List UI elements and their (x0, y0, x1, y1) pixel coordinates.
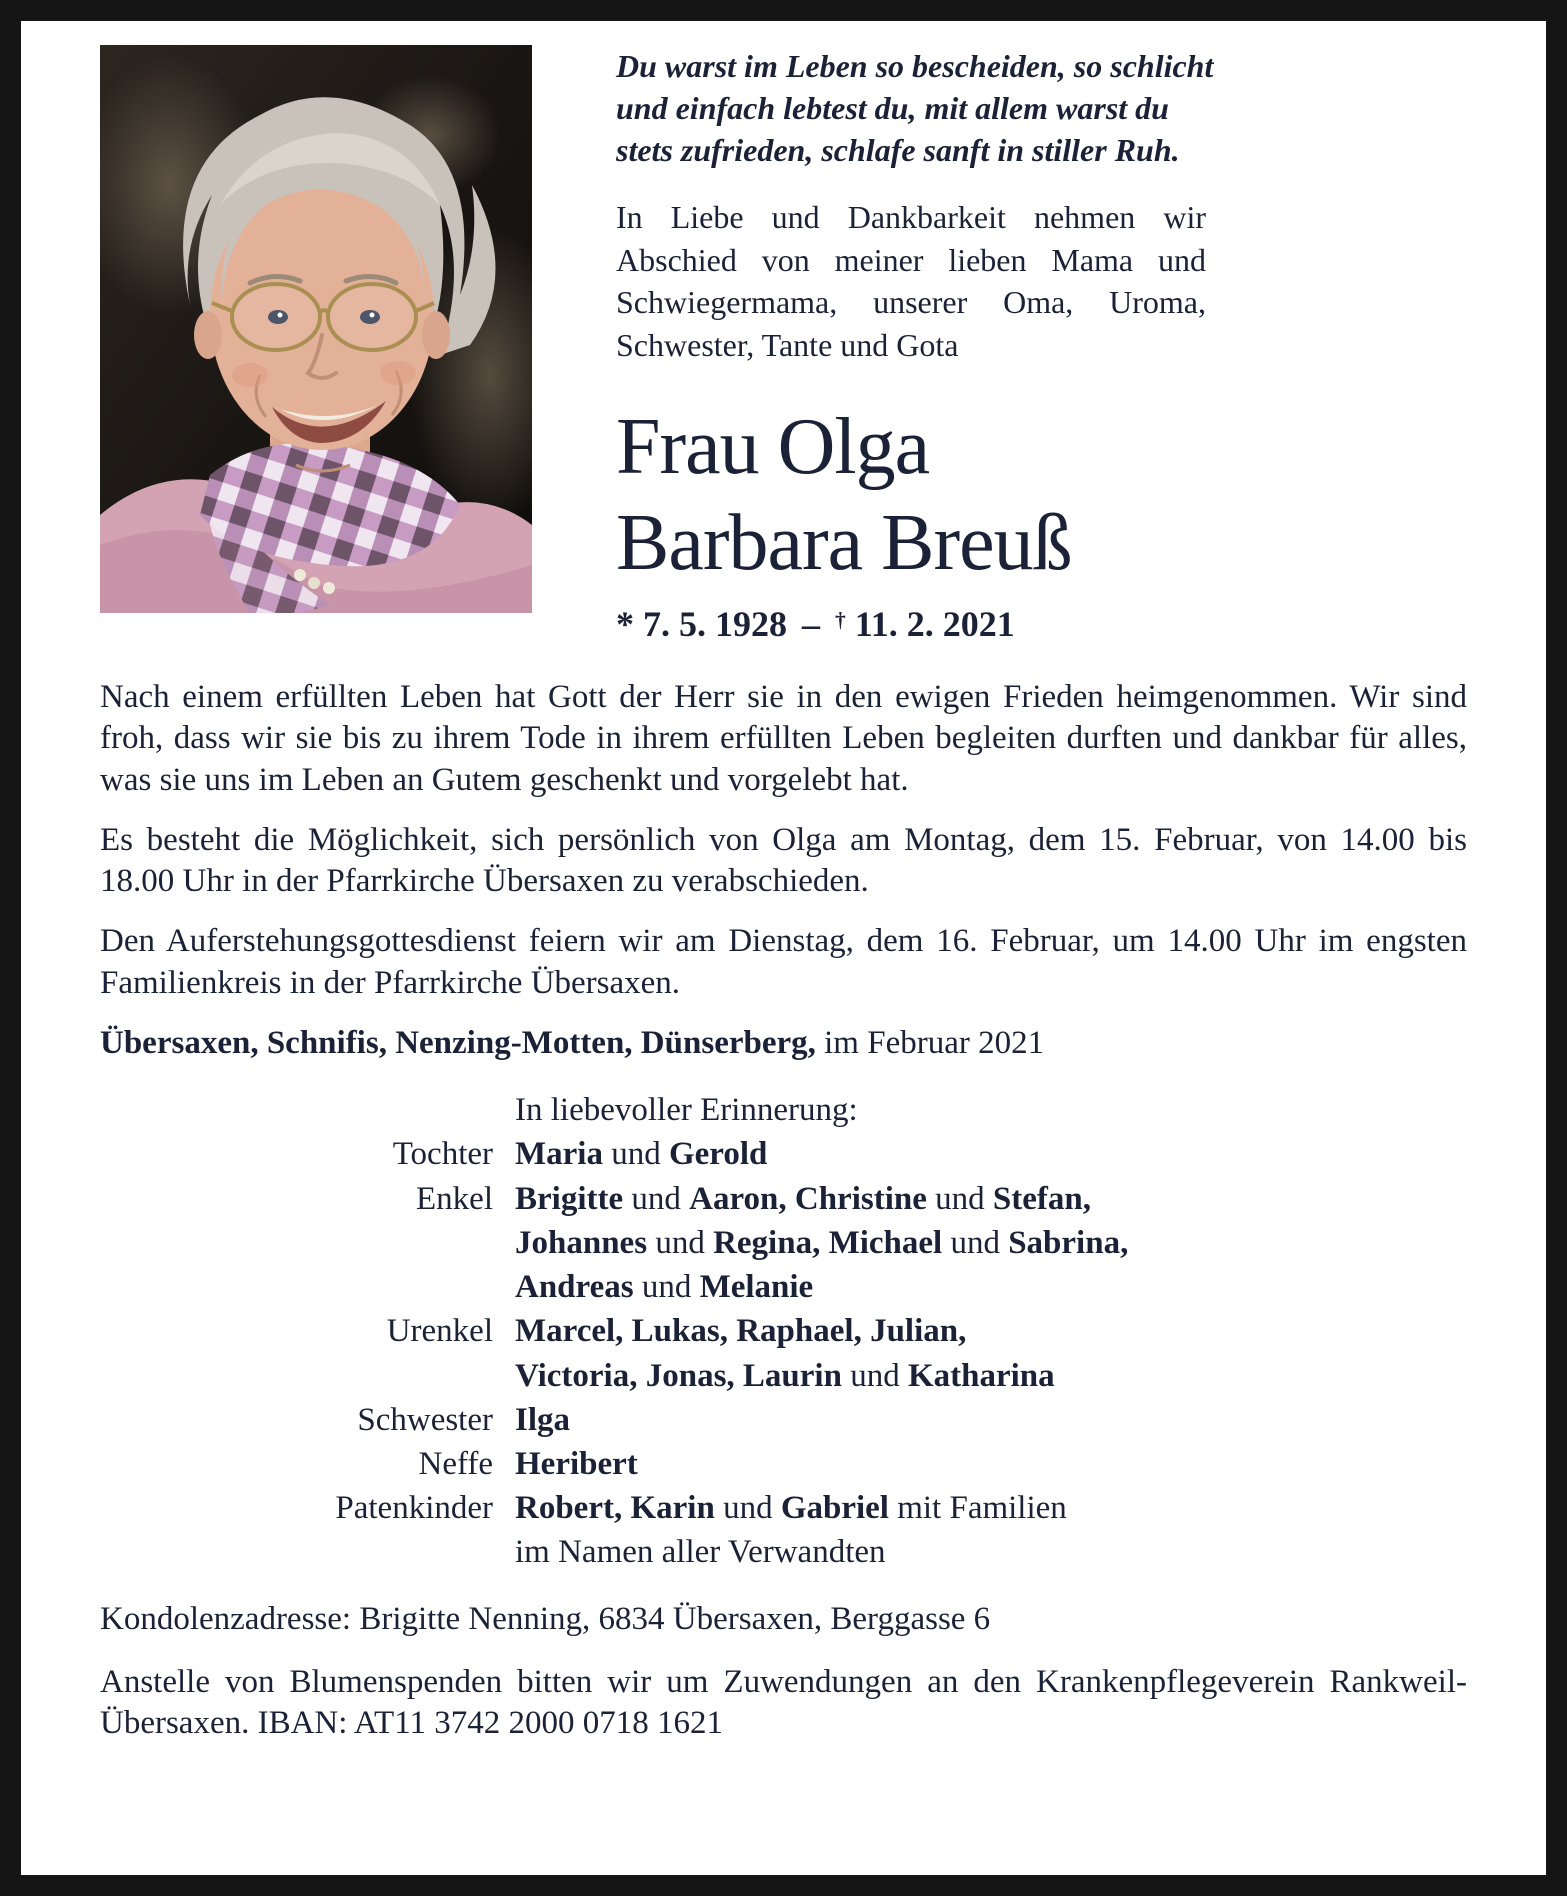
name-text: Johannes (515, 1224, 648, 1261)
places-date: im Februar 2021 (815, 1024, 1045, 1061)
header-text-column (616, 45, 1214, 645)
portrait-illustration (100, 45, 532, 613)
memorial-line (515, 1177, 1467, 1221)
memorial-role: Tochter (392, 1136, 493, 1173)
plain-text: und (942, 1224, 1009, 1261)
memorial-line (515, 1442, 1467, 1486)
plain-text: im Namen aller Verwandten (515, 1534, 886, 1571)
name-text: Sabrina, (1008, 1224, 1129, 1261)
memorial-list (100, 1088, 1467, 1574)
memorial-heading-spacer (100, 1088, 493, 1132)
body-section (100, 677, 1467, 1744)
birth-symbol: * (616, 604, 634, 645)
plain-text: und (647, 1224, 714, 1261)
memorial-role: Urenkel (386, 1313, 493, 1350)
epigraph-line: stets zufrieden, schlafe sanft in stiller Ruh. (616, 132, 1180, 169)
memorial-names (515, 1486, 1467, 1574)
plain-text: und (602, 1136, 669, 1173)
name-text: Regina, Michael (713, 1224, 943, 1261)
memorial-line (515, 1221, 1467, 1265)
name-text: Marcel, Lukas, Raphael, Julian, (515, 1313, 967, 1350)
paragraph-viewing: Es besteht die Möglichkeit, sich persönlich von Olga am Montag, dem 15. Februar, von 14.00 bis 18.00 Uhr in der Pfarrkirche Übersaxen zu verabschieden. (100, 821, 1467, 900)
paragraph-life: Nach einem erfüllten Leben hat Gott der Herr sie in den ewigen Frieden heimgenommen. Wir sind froh, dass wir sie bis zu ihrem Tode in ihrem erfüllten Leben begleiten durften und dankbar für alles, was sie uns im Leben an Gutem geschenkt und vorgelebt hat. (100, 679, 1467, 798)
memorial-names (515, 1309, 1467, 1397)
memorial-line (515, 1265, 1467, 1309)
memorial-names (515, 1398, 1467, 1442)
name-text: Ilga (515, 1401, 571, 1438)
plain-text: und (623, 1180, 690, 1217)
memorial-line (515, 1309, 1467, 1353)
name-text: Victoria, Jonas, Laurin (515, 1357, 842, 1394)
death-symbol: † (835, 607, 846, 632)
header-section (100, 45, 1467, 645)
name-text: Gerold (668, 1136, 768, 1173)
deceased-name-line2: Barbara Breuß (616, 499, 1072, 588)
deceased-name-line1: Frau Olga (616, 403, 930, 492)
name-text: Robert, Karin (515, 1490, 715, 1527)
epigraph-line: Du warst im Leben so bescheiden, so schlicht (616, 48, 1214, 84)
life-dates (616, 603, 1206, 645)
plain-text: und (633, 1269, 700, 1306)
plain-text: und (926, 1180, 993, 1217)
condolence-address: Kondolenzadresse: Brigitte Nenning, 6834 Übersaxen, Berggasse 6 (100, 1600, 991, 1637)
memorial-role: Neffe (418, 1445, 493, 1482)
donation-note: Anstelle von Blumenspenden bitten wir um Zuwendungen an den Krankenpflegeverein Rankweil-Übersaxen. IBAN: AT11 3742 2000 0718 1621 (100, 1663, 1467, 1742)
places-line (100, 1023, 1467, 1064)
memorial-line (515, 1398, 1467, 1442)
memorial-line (515, 1354, 1467, 1398)
plain-text: und (841, 1357, 908, 1394)
name-text: Aaron, Christine (689, 1180, 927, 1217)
memorial-role: Schwester (357, 1401, 493, 1438)
memorial-line (515, 1486, 1467, 1530)
death-date: 11. 2. 2021 (854, 604, 1015, 645)
memorial-line (515, 1530, 1467, 1574)
farewell-intro: In Liebe und Dankbarkeit nehmen wir Abschied von meiner lieben Mama und Schwiegermama, unserer Oma, Uroma, Schwester, Tante und Gota (616, 198, 1206, 364)
name-text: Stefan, (992, 1180, 1091, 1217)
name-text: Heribert (515, 1445, 638, 1482)
name-text: Brigitte (515, 1180, 624, 1217)
deceased-name (616, 399, 1206, 591)
name-text: Melanie (699, 1269, 814, 1306)
plain-text: und (714, 1490, 781, 1527)
memorial-names (515, 1177, 1467, 1310)
birth-date: 7. 5. 1928 (643, 604, 787, 645)
epigraph-line: und einfach lebtest du, mit allem warst du (616, 90, 1169, 127)
memorial-names (515, 1132, 1467, 1176)
dates-separator: – (802, 604, 820, 645)
places-bold: Übersaxen, Schnifis, Nenzing-Motten, Dünserberg, (100, 1024, 816, 1061)
plain-text: mit Familien (888, 1490, 1067, 1527)
memorial-line (515, 1132, 1467, 1176)
memorial-names (515, 1442, 1467, 1486)
memorial-heading: In liebevoller Erinnerung: (515, 1092, 858, 1129)
portrait-photo (100, 45, 532, 613)
name-text: Maria (515, 1136, 603, 1173)
name-text: Andreas (515, 1269, 634, 1306)
epigraph (616, 45, 1214, 172)
name-text: Gabriel (780, 1490, 889, 1527)
memorial-role: Enkel (416, 1180, 493, 1217)
paragraph-service: Den Auferstehungsgottesdienst feiern wir am Dienstag, dem 16. Februar, um 14.00 Uhr im engsten Familienkreis in der Pfarrkirche Übersaxen. (100, 923, 1467, 1001)
memorial-role: Patenkinder (335, 1490, 493, 1527)
name-text: Katharina (907, 1357, 1055, 1394)
